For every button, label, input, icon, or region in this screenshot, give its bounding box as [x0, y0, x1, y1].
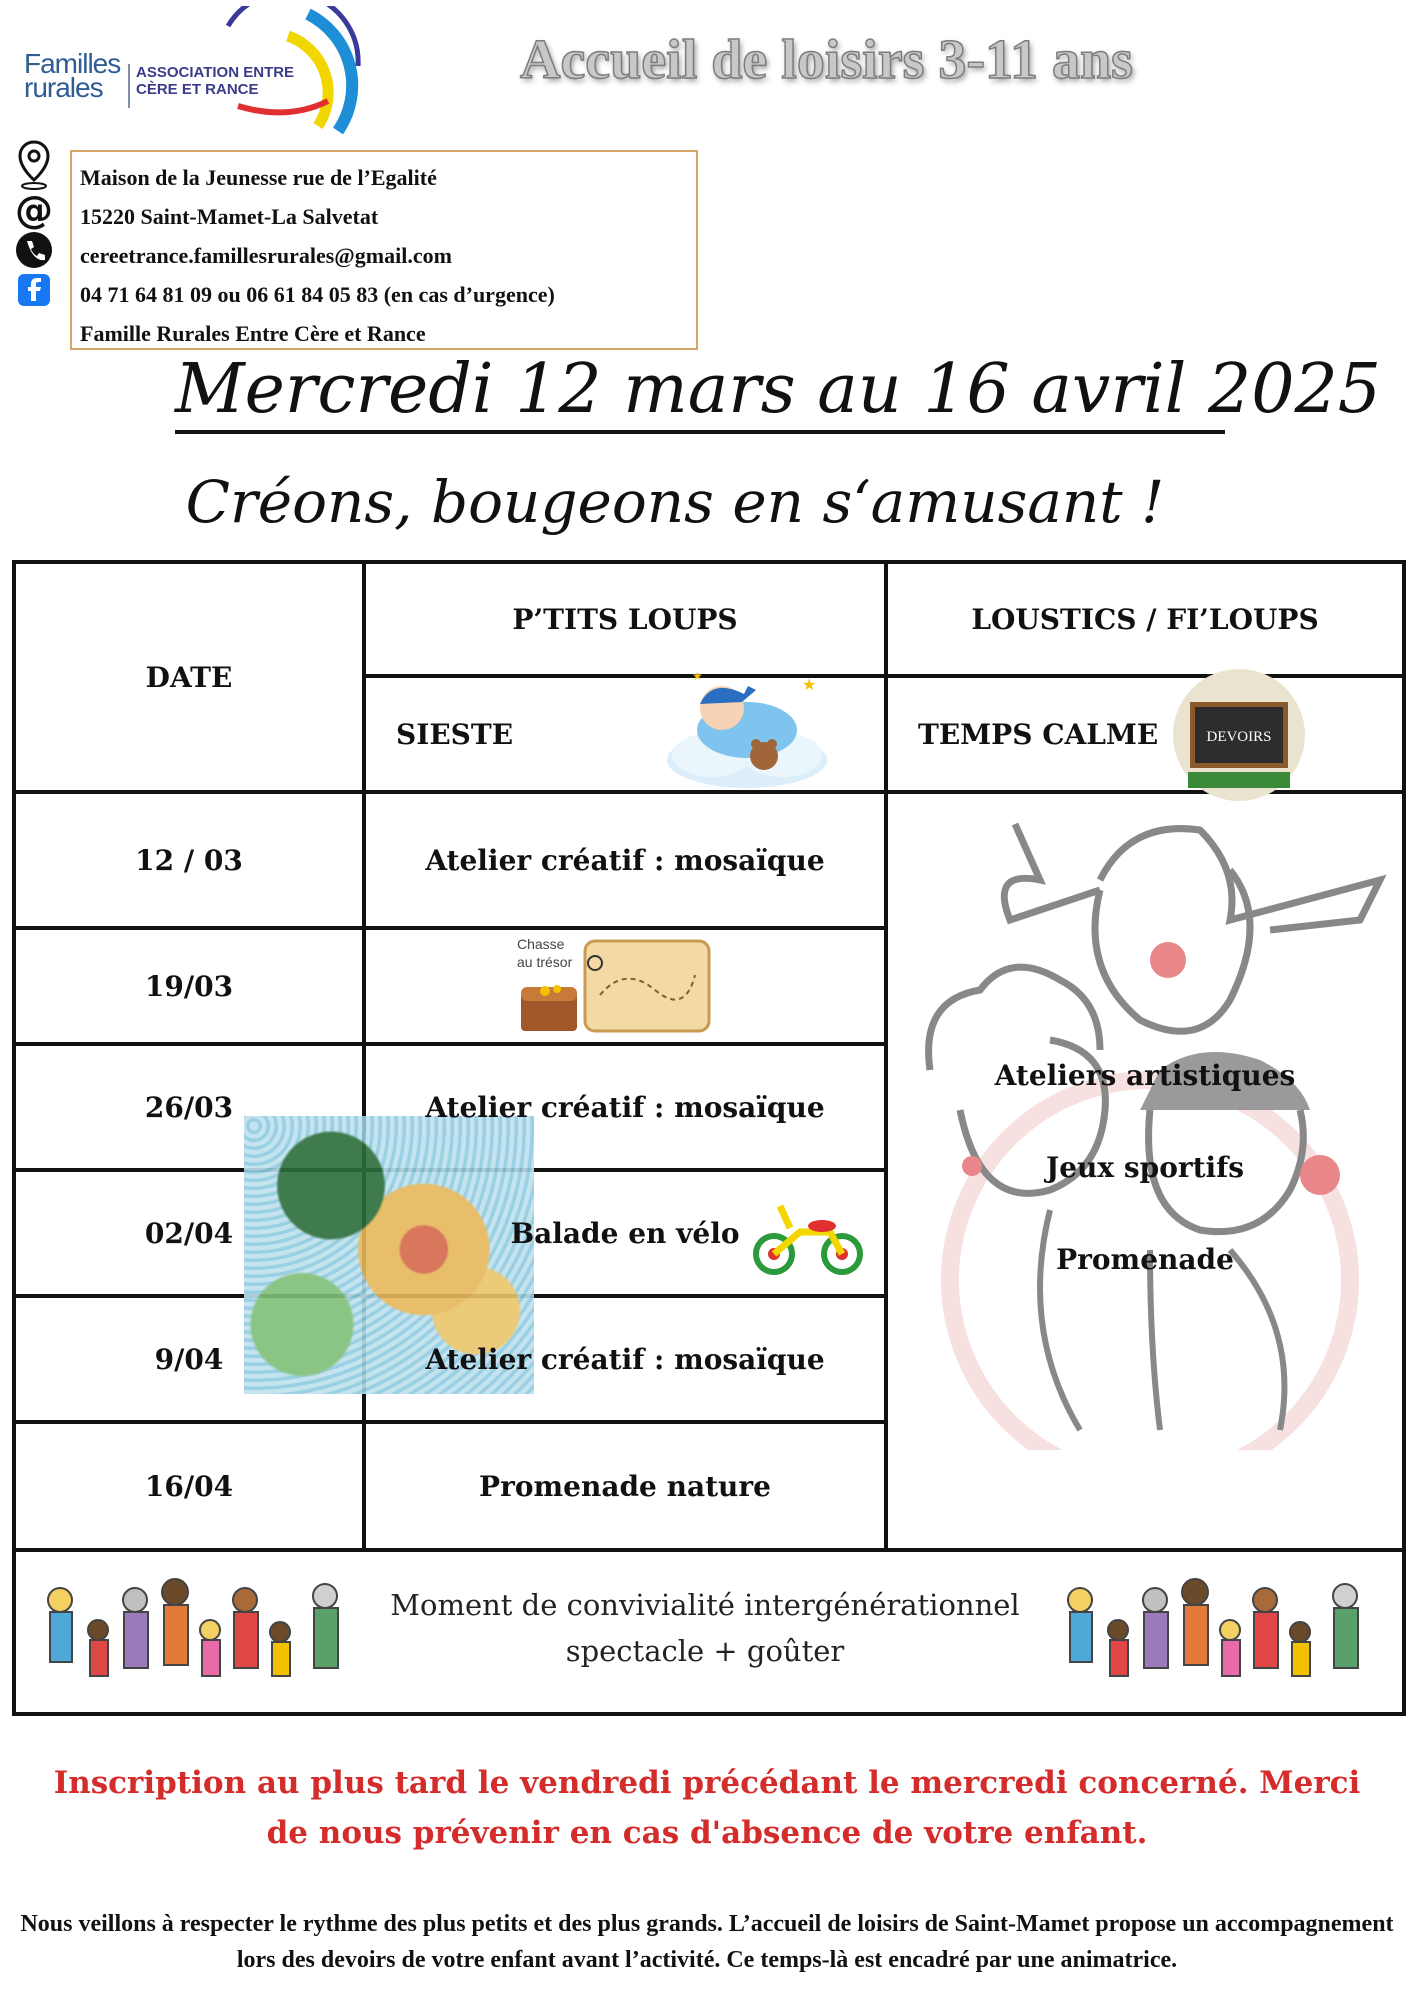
table-border-bottom	[12, 1712, 1406, 1716]
treasure-hunt-icon	[515, 935, 715, 1041]
balance-bike-icon	[750, 1192, 866, 1278]
contact-box	[70, 150, 698, 350]
date-cell-3: 26/03	[144, 1090, 234, 1124]
date-cell-5: 9/04	[154, 1342, 224, 1376]
date-cell-6: 16/04	[144, 1469, 234, 1503]
phone-numbers: 04 71 64 81 09 ou 06 61 84 05 83 (en cas d’urgence)	[80, 282, 555, 307]
activity-cell-6: Promenade nature	[479, 1469, 771, 1503]
loustics-activity-2: Jeux sportifs	[1045, 1150, 1244, 1184]
treasure-label-2: au trésor	[517, 954, 573, 970]
main-title: Accueil de loisirs 3-11 ans	[520, 29, 1133, 91]
logo-assoc-line-2: CÈRE ET RANCE	[136, 81, 259, 98]
chalkboard-icon	[1172, 668, 1306, 802]
family-right-illustration	[1060, 1570, 1370, 1710]
date-cell-2: 19/03	[144, 969, 234, 1003]
logo-wordmark	[24, 48, 121, 103]
devoirs-text: DEVOIRS	[1206, 729, 1272, 745]
logo-assoc-line-1: ASSOCIATION ENTRE	[136, 64, 295, 81]
facebook-icon	[14, 270, 54, 310]
logo-text-rurales: rurales	[24, 72, 103, 103]
loustics-header: LOUSTICS / FI’LOUPS	[971, 602, 1319, 636]
event-line-1: Moment de convivialité intergénérationnel	[390, 1588, 1020, 1622]
activity-cell-3: Atelier créatif : mosaïque	[425, 1090, 825, 1124]
activity-cell-5: Atelier créatif : mosaïque	[425, 1342, 825, 1376]
activity-cell-4: Balade en vélo	[510, 1216, 740, 1250]
loustics-activity-3: Promenade	[1056, 1242, 1234, 1276]
facebook-page[interactable]: Famille Rurales Entre Cère et Rance	[80, 321, 426, 346]
date-header: DATE	[145, 660, 233, 694]
loustics-activity-1: Ateliers artistiques	[994, 1058, 1296, 1092]
registration-notice: Inscription au plus tard le vendredi précédant le mercredi concerné. Merci de nous prévenir en cas d'absence de votre enfant.	[53, 1765, 1361, 1851]
address-line-1: Maison de la Jeunesse rue de l’Egalité	[80, 165, 437, 190]
sleeping-baby-icon	[652, 660, 842, 800]
treasure-label-1: Chasse	[517, 936, 565, 952]
address-line-2: 15220 Saint-Mamet-La Salvetat	[80, 204, 379, 229]
table-border-right	[1402, 560, 1406, 1716]
event-line-2: spectacle + goûter	[565, 1634, 845, 1668]
logo-arcs-icon	[198, 6, 398, 136]
temps-calme-label: TEMPS CALME	[918, 717, 1159, 751]
svg-text:★: ★	[802, 675, 817, 694]
bottom-info: Nous veillons à respecter le rythme des plus petits et des plus grands. L’accueil de loisirs de Saint-Mamet propose un accompagnement lors des devoirs de votre enfant avant l’activité. Ce temps-là est encadré par une animatrice.	[20, 1911, 1394, 1973]
date-cell-4: 02/04	[144, 1216, 234, 1250]
ptits-loups-header: P’TITS LOUPS	[512, 602, 738, 636]
activity-cell-1: Atelier créatif : mosaïque	[425, 843, 825, 877]
phone-icon	[14, 230, 54, 270]
family-left-illustration	[40, 1570, 350, 1710]
logo-separator	[128, 64, 130, 108]
footer-top-line	[12, 1548, 1406, 1552]
at-sign-icon: @	[15, 188, 53, 232]
period-title: Mercredi 12 mars au 16 avril 2025	[175, 350, 1225, 434]
logo-text-familles: Familles	[24, 48, 121, 79]
email-link[interactable]: cereetrance.famillesrurales@gmail.com	[80, 243, 452, 268]
intergenerational-event	[360, 1582, 1050, 1674]
svg-text:★: ★	[692, 669, 703, 683]
date-cell-1: 12 / 03	[135, 843, 243, 877]
familles-rurales-logo	[18, 6, 398, 126]
sieste-label: SIESTE	[396, 717, 514, 751]
subtitle: Créons, bougeons en s‘amusant !	[185, 468, 1165, 536]
children-silhouette-illustration	[900, 810, 1400, 1450]
contact-icons	[14, 146, 54, 310]
location-pin-icon	[14, 146, 54, 186]
